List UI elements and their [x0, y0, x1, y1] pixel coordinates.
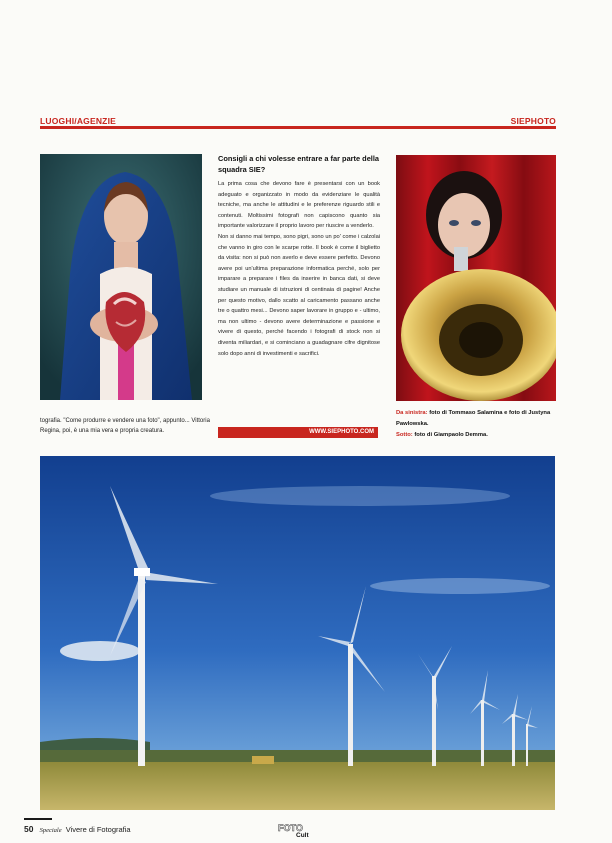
madonna-photo — [40, 154, 202, 400]
article-paragraph: Non si danno mai tempo, sono pigri, sono un po' come i calzolai che vanno in giro con le scarpe rotte. Il book è come il biglietto da visita: non si può non averlo e deve essere perfetto. Devono avere poi un'ultima preparazione informatica perché, solo per imparare a preparare i files da inserire in banca dati, si deve studiare un manuale di istruzioni di centinaia di pagine! Anche per questo motivo, dallo scatto al caricamento passano anche tre o quattro mesi... Devono saper lavorare in gruppo e - ultimo, ma non ultimo - devono avere determinazione e passione e vivere di questo, perché facendo i fotografi di stock non si diventa miliardari, e si cominciano a guadagnare cifre dignitose solo dopo anni di investimenti e sacrifici. — [218, 233, 380, 357]
article-column — [218, 153, 380, 359]
page-number: 50 — [24, 824, 34, 834]
article-paragraph: La prima cosa che devono fare è presentarsi con un book adeguato e organizzato in modo da evidenziare le qualità tecniche, ma anche le attitudini e le preferenze riguardo stili e contenuti. Moltissimi fotografi non capiscono quanto sia importante valorizzare il proprio lavoro per riuscire a venderlo. — [218, 181, 380, 230]
photo-credits — [396, 408, 558, 441]
website-link[interactable]: WWW.SIEPHOTO.COM — [218, 427, 378, 438]
trumpet-photo — [396, 155, 556, 401]
wind-turbines-photo — [40, 456, 555, 810]
logo-foto-text: FOTO — [278, 823, 303, 833]
credit-text: foto di Tommaso Salamina e foto di Justyna Pawlowska. — [396, 410, 551, 427]
credit-text: foto di Giampaolo Demma. — [414, 432, 488, 438]
magazine-section-tag: SIEPHOTO — [510, 116, 556, 126]
left-caption: tografia. "Come produrre e vendere una foto", appunto... Vittoria Regina, poi, è una mia vera e propria creatura. — [40, 418, 210, 434]
magazine-logo — [278, 822, 318, 838]
footer-speciale: Speciale — [39, 827, 62, 834]
article-heading: Consigli a chi volesse entrare a far parte della squadra SIE? — [218, 154, 380, 174]
page-footer — [24, 824, 131, 834]
logo-cult-text: Cult — [296, 832, 309, 838]
credit-label: Da sinistra: — [396, 410, 428, 416]
footer-title: Vivere di Fotografia — [65, 825, 131, 834]
section-label: LUOGHI/AGENZIE — [40, 116, 116, 126]
header-rule — [40, 126, 556, 129]
footer-mark — [24, 818, 52, 820]
credit-label: Sotto: — [396, 432, 413, 438]
